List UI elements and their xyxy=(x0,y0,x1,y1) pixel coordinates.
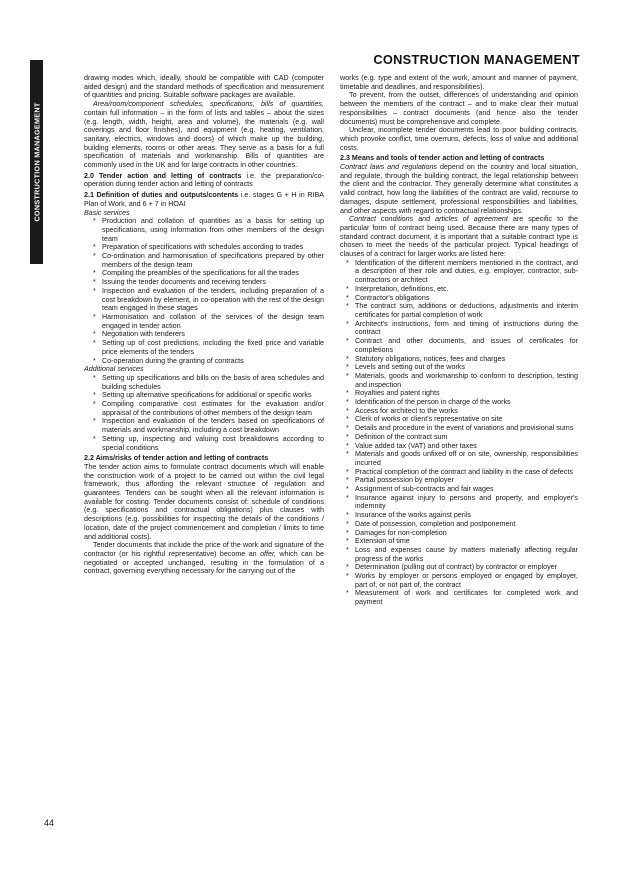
section-heading-2-0 xyxy=(84,172,324,189)
paragraph xyxy=(340,215,578,259)
heading-text: i.e. stages G + H in RIBA Plan of Work, and 6 + 7 in HOAI xyxy=(84,191,324,208)
additional-services-list xyxy=(84,374,324,452)
list-item: * Negotiation with tenderers xyxy=(84,330,324,339)
list-item: * Materials, goods and workmanship to conform to description, testing and inspection xyxy=(340,372,578,389)
additional-services-title: Additional services xyxy=(84,365,144,374)
list-item: * Access for architect to the works xyxy=(340,407,578,416)
italic-term: Area/room/component schedules, specifications, bills of quantities, xyxy=(93,100,324,109)
right-column xyxy=(340,74,578,607)
list-item: * Clerk of works or client's representative on site xyxy=(340,415,578,424)
side-tab-label: CONSTRUCTION MANAGEMENT xyxy=(32,102,41,222)
list-item: * Preparation of specifications with schedules according to trades xyxy=(84,243,324,252)
list-item: * Materials and goods unfixed off or on site, ownership, responsibilities incurred xyxy=(340,450,578,467)
paragraph xyxy=(84,541,324,576)
list-item: * Setting up specifications and bills on the basis of area schedules and building schedules xyxy=(84,374,324,391)
paragraph: To prevent, from the outset, differences of understanding and opinion between the members of the contract – and to make clear their mutual responsibilities – contract documents (and hence also the tender documents) must be comprehensive and complete. xyxy=(340,91,578,126)
heading-bold: 2.1 Definition of duties and outputs/contents xyxy=(84,191,239,200)
heading-text: i.e. the preparation/co-operation during tender action and letting of contracts xyxy=(84,171,324,189)
paragraph xyxy=(340,163,578,215)
list-item: * Inspection and evaluation of the tenders based on specifications of materials and workmanship, including a cost breakdown xyxy=(84,417,324,434)
list-item: * Compiling comparative cost estimates for the evaluation and/or appraisal of the contributions of other members of the design team xyxy=(84,400,324,417)
list-item: * Statutory obligations, notices, fees and charges xyxy=(340,355,578,364)
left-column xyxy=(84,74,324,576)
list-item: * Determination (pulling out of contract) by contractor or employer xyxy=(340,563,578,572)
paragraph: drawing modes which, ideally, should be compatible with CAD (computer aided design) and the standard methods of specification and measurement of quantities and pricing. Suitable software packages are available. xyxy=(84,74,324,100)
page-number: 44 xyxy=(44,818,55,828)
list-item: * Loss and expenses cause by matters materially affecting regular progress of the works xyxy=(340,546,578,563)
list-item: * Production and collation of quantities as a basis for setting up specifications, using information from other members of the design team xyxy=(84,217,324,243)
list-item: * Definition of the contract sum xyxy=(340,433,578,442)
italic-term: Contract laws and regulations xyxy=(340,163,437,172)
paragraph: works (e.g. type and extent of the work, amount and manner of payment, timetable and deadlines, and responsibilities). xyxy=(340,74,578,91)
italic-term: offer, xyxy=(260,549,276,558)
list-item: * Measurement of work and certificates for completed work and payment xyxy=(340,589,578,606)
list-item: * Insurance of the works against perils xyxy=(340,511,578,520)
list-item: * Compiling the preambles of the specifications for all the trades xyxy=(84,269,324,278)
section-heading-2-3: 2.3 Means and tools of tender action and letting of contracts xyxy=(340,154,545,163)
list-item: * Interpretation, definitions, etc. xyxy=(340,285,578,294)
paragraph xyxy=(84,100,324,170)
list-item: * Identification of the person in charge of the works xyxy=(340,398,578,407)
list-item: * Value added tax (VAT) and other taxes xyxy=(340,442,578,451)
list-item: * Damages for non-completion xyxy=(340,529,578,538)
list-item: * Harmonisation and collation of the services of the design team engaged in tender action xyxy=(84,313,324,330)
list-item: * Works by employer or persons employed or engaged by employer, part of, or not part of, the contract xyxy=(340,572,578,589)
contract-clauses-list xyxy=(340,259,578,607)
paragraph-text: contain full information – in the form of lists and tables – about the sizes (e.g. length, width, height, area and volume), the materials (e.g. wall coverings and floor finishes), and equipment (e.g. heating, ventilation, sanitary, electrics, windows and doors) of which make up the building, building elements, rooms or other areas. They serve as a basis for a full specification of materials and workmanship. Bills of quantities are commonly used in the UK and for large contracts in other countries. xyxy=(84,108,324,170)
paragraph-text: depend on the country and local situation, and regulate, through the building contract, the legal relationship between the client and the contractor. They generally determine what constitutes a valid contract, how long the liabilities of the contract are valid, recourse to damages, dispute settlement, professional responsibilities and liabilities, and other aspects with regard to contractual relationships. xyxy=(340,163,578,215)
list-item: * Setting up alternative specifications for additional or specific works xyxy=(84,391,324,400)
list-item: * Co-operation during the granting of contracts xyxy=(84,357,324,366)
list-item: * Insurance against injury to persons and property, and employer's indemnity xyxy=(340,494,578,511)
basic-services-list xyxy=(84,217,324,365)
list-item: * Details and procedure in the event of variations and provisional sums xyxy=(340,424,578,433)
paragraph: The tender action aims to formulate contract documents which will enable the construction work of a project to be carried out within the civil legal framework, thus affording the relevant structure of regulation and guarantees. Tenders can be sought when all the relevant information is available for costing. Tender documents consist of: schedule of conditions (e.g. specifications and contractual obligations) plus clauses with descriptions (e.g. possibilities for inspecting the details of the conditions / location, date of the project commencement and completion / limits to time and additional costs). xyxy=(84,462,324,541)
list-item: * Co-ordination and harmonisation of specifications prepared by other members of the design team xyxy=(84,252,324,269)
paragraph-text: are specific to the particular form of contract being used. Because there are many types of standard contract document, it is important that a suitable contract type is chosen to meet the needs of the particular project. Typical headings of clauses of a contract for larger works are listed here: xyxy=(340,215,578,259)
list-item: * Contract and other documents, and issues of certificates for completions xyxy=(340,337,578,354)
list-item: * Assignment of sub-contracts and fair wages xyxy=(340,485,578,494)
list-item: * Issuing the tender documents and receiving tenders xyxy=(84,278,324,287)
section-heading-2-2: 2.2 Aims/risks of tender action and letting of contracts xyxy=(84,454,269,463)
paragraph-text: which can be negotiated or accepted unchanged, resulting in the formulation of a contract, governing everything necessary for the carrying out of the xyxy=(84,549,324,576)
heading-bold: 2.0 Tender action and letting of contracts xyxy=(84,171,242,180)
list-item: * Setting up, inspecting and valuing cost breakdowns according to special conditions xyxy=(84,435,324,452)
list-item: * Contractor's obligations xyxy=(340,294,578,303)
list-item: * Extension of time xyxy=(340,537,578,546)
list-item: * The contract sum, additions or deductions, adjustments and interim certificates for partial completion of work xyxy=(340,302,578,319)
section-heading-2-1 xyxy=(84,191,324,208)
paragraph: Unclear, incomplete tender documents lead to poor building contracts, which provoke conflict, time overruns, defects, loss of value and additional costs. xyxy=(340,126,578,152)
basic-services-title: Basic services xyxy=(84,208,130,217)
list-item: * Royalties and patent rights xyxy=(340,389,578,398)
list-item: * Identification of the different members mentioned in the contract, and a description of their role and duties, e.g. employer, contractor, sub-contractors or architect xyxy=(340,259,578,285)
paragraph-text: Tender documents that include the price of the work and signature of the contractor (or his rightful representative) become an xyxy=(84,541,324,558)
list-item: * Practical completion of the contract and liability in the case of defects xyxy=(340,468,578,477)
list-item: * Architect's instructions, form and timing of instructions during the contract xyxy=(340,320,578,337)
side-tab xyxy=(30,60,43,264)
list-item: * Date of possession, completion and postponement xyxy=(340,520,578,529)
list-item: * Inspection and evaluation of the tenders, including preparation of a cost breakdown by element, in co-operation with the rest of the design team engaged in these stages xyxy=(84,287,324,313)
list-item: * Partial possession by employer xyxy=(340,476,578,485)
italic-term: Contract conditions and articles of agreement xyxy=(349,215,508,224)
list-item: * Levels and setting out of the works xyxy=(340,363,578,372)
running-header: CONSTRUCTION MANAGEMENT xyxy=(373,52,580,67)
list-item: * Setting up of cost predictions, including the fixed price and variable price elements of the tenders xyxy=(84,339,324,356)
